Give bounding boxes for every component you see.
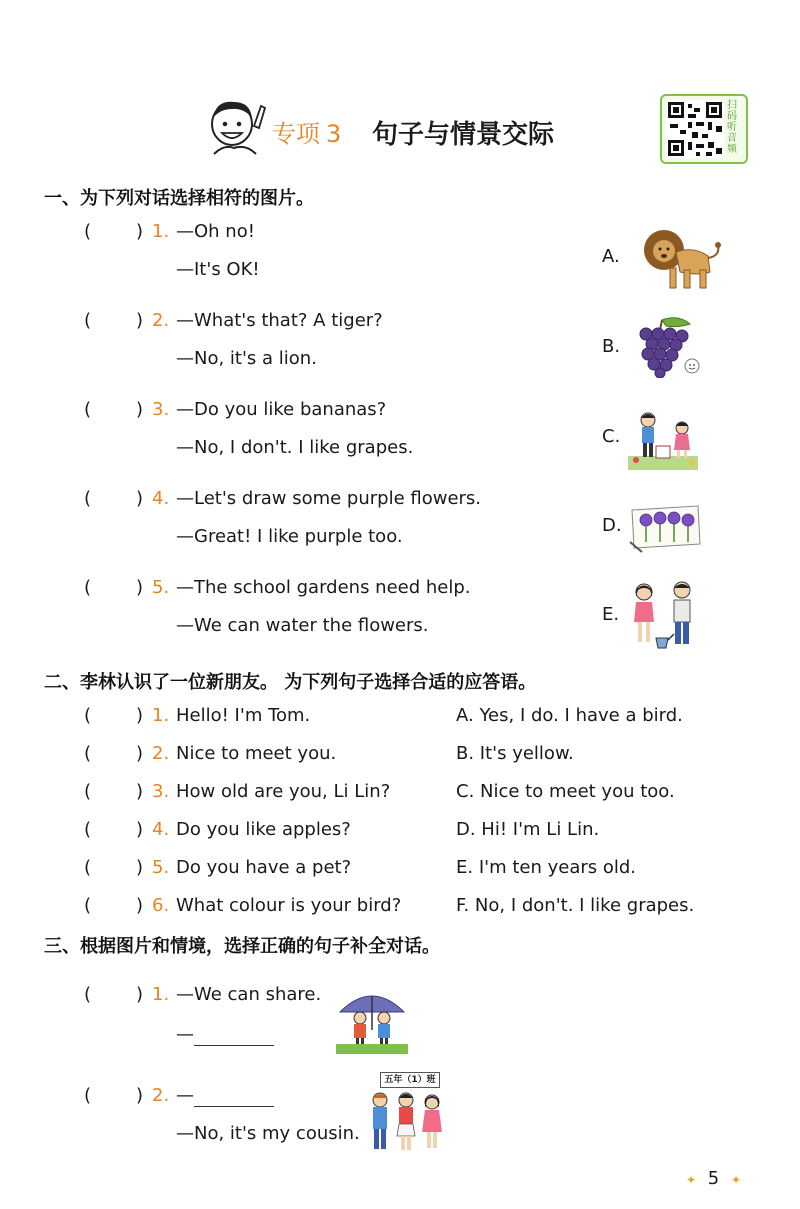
star-icon: ✦ <box>686 1173 697 1187</box>
option-d-label: D. <box>602 515 622 536</box>
answer-paren-open[interactable]: ( <box>84 399 92 420</box>
title-number: 3 <box>326 120 342 148</box>
answer-paren-close[interactable]: ) <box>136 577 144 598</box>
answer-paren-close[interactable]: ) <box>136 488 144 509</box>
title-prefix: 专项 <box>272 120 320 148</box>
response-option: E. I'm ten years old. <box>456 857 637 878</box>
answer-paren-open[interactable]: ( <box>84 1085 92 1106</box>
section1-title: 一、为下列对话选择相符的图片。 <box>44 188 314 209</box>
answer-paren-open[interactable]: ( <box>84 781 92 802</box>
answer-paren-open[interactable]: ( <box>84 857 92 878</box>
response-option: C. Nice to meet you too. <box>456 781 675 802</box>
dialogue-question: —Oh no! <box>176 221 255 242</box>
dialogue-question: —The school gardens need help. <box>176 577 471 598</box>
dialogue-answer: —It's OK! <box>176 259 260 280</box>
answer-paren-open[interactable]: ( <box>84 819 92 840</box>
answer-paren-open[interactable]: ( <box>84 488 92 509</box>
star-icon: ✦ <box>730 1173 742 1187</box>
section3-title: 三、根据图片和情境，选择正确的句子补全对话。 <box>44 936 440 957</box>
response-option: B. It's yellow. <box>456 743 574 764</box>
answer-blank[interactable] <box>194 1029 274 1046</box>
dialogue-line <box>176 1024 274 1046</box>
grapes-picture <box>632 312 702 382</box>
answer-paren-open[interactable]: ( <box>84 705 92 726</box>
answer-paren-close[interactable]: ) <box>136 705 144 726</box>
response-option: A. Yes, I do. I have a bird. <box>456 705 683 726</box>
page-title: 句子与情景交际 <box>372 120 555 150</box>
header-mascot <box>204 96 268 158</box>
dialogue-answer: —Great! I like purple too. <box>176 526 403 547</box>
class-sign: 五年（1）班 <box>380 1072 440 1088</box>
dialogue-answer: —We can water the flowers. <box>176 615 429 636</box>
item-number: 1. <box>152 221 170 242</box>
answer-paren-open[interactable]: ( <box>84 577 92 598</box>
umbrella-kids-picture <box>332 982 412 1060</box>
answer-paren-open[interactable]: ( <box>84 984 92 1005</box>
answer-paren-open[interactable]: ( <box>84 743 92 764</box>
qr-code[interactable] <box>660 94 748 164</box>
page-footer <box>686 1168 741 1189</box>
section2-title: 二、李林认识了一位新朋友。 为下列句子选择合适的应答语。 <box>44 672 537 693</box>
option-e-label: E. <box>602 604 620 625</box>
lion-picture <box>640 226 724 296</box>
dialogue-question: —What's that? A tiger? <box>176 310 383 331</box>
answer-paren-close[interactable]: ) <box>136 895 144 916</box>
dialogue-answer: —No, I don't. I like grapes. <box>176 437 414 458</box>
purple-flowers-picture <box>628 504 702 558</box>
page-number: 5 <box>707 1168 720 1189</box>
item-number: 2. <box>152 310 170 331</box>
answer-paren-close[interactable]: ) <box>136 1085 144 1106</box>
dialogue-line: —No, it's my cousin. <box>176 1123 360 1144</box>
response-option: D. Hi! I'm Li Lin. <box>456 819 600 840</box>
item-number: 4. <box>152 488 170 509</box>
sentence: Do you have a pet? <box>176 857 352 878</box>
answer-paren-close[interactable]: ) <box>136 857 144 878</box>
sentence: What colour is your bird? <box>176 895 402 916</box>
item-number: 1. <box>152 984 170 1005</box>
answer-paren-close[interactable]: ) <box>136 399 144 420</box>
dash: — <box>176 1024 194 1045</box>
answer-paren-close[interactable]: ) <box>136 743 144 764</box>
answer-paren-close[interactable]: ) <box>136 984 144 1005</box>
response-option: F. No, I don't. I like grapes. <box>456 895 695 916</box>
option-b-label: B. <box>602 336 621 357</box>
answer-paren-close[interactable]: ) <box>136 781 144 802</box>
kids-watering-picture <box>626 580 700 654</box>
item-number: 2. <box>152 1085 170 1106</box>
answer-blank[interactable] <box>194 1090 274 1107</box>
item-number: 2. <box>152 743 170 764</box>
option-a-label: A. <box>602 246 620 267</box>
answer-paren-open[interactable]: ( <box>84 895 92 916</box>
dash: — <box>176 1085 194 1106</box>
item-number: 3. <box>152 399 170 420</box>
answer-paren-close[interactable]: ) <box>136 221 144 242</box>
sentence: Hello! I'm Tom. <box>176 705 311 726</box>
answer-paren-close[interactable]: ) <box>136 819 144 840</box>
dialogue-line <box>176 1085 274 1107</box>
item-number: 5. <box>152 857 170 878</box>
item-number: 1. <box>152 705 170 726</box>
item-number: 6. <box>152 895 170 916</box>
item-number: 3. <box>152 781 170 802</box>
dialogue-question: —Let's draw some purple flowers. <box>176 488 482 509</box>
answer-paren-open[interactable]: ( <box>84 310 92 331</box>
sentence: How old are you, Li Lin? <box>176 781 391 802</box>
answer-paren-open[interactable]: ( <box>84 221 92 242</box>
dialogue-answer: —No, it's a lion. <box>176 348 317 369</box>
sentence: Do you like apples? <box>176 819 351 840</box>
qr-icon <box>666 100 724 158</box>
dialogue-line: —We can share. <box>176 984 322 1005</box>
answer-paren-close[interactable]: ) <box>136 310 144 331</box>
item-number: 5. <box>152 577 170 598</box>
qr-caption: 扫码听音频 <box>727 100 737 155</box>
sentence: Nice to meet you. <box>176 743 337 764</box>
option-c-label: C. <box>602 426 621 447</box>
dialogue-question: —Do you like bananas? <box>176 399 387 420</box>
kids-drawing-picture <box>626 406 700 478</box>
item-number: 4. <box>152 819 170 840</box>
